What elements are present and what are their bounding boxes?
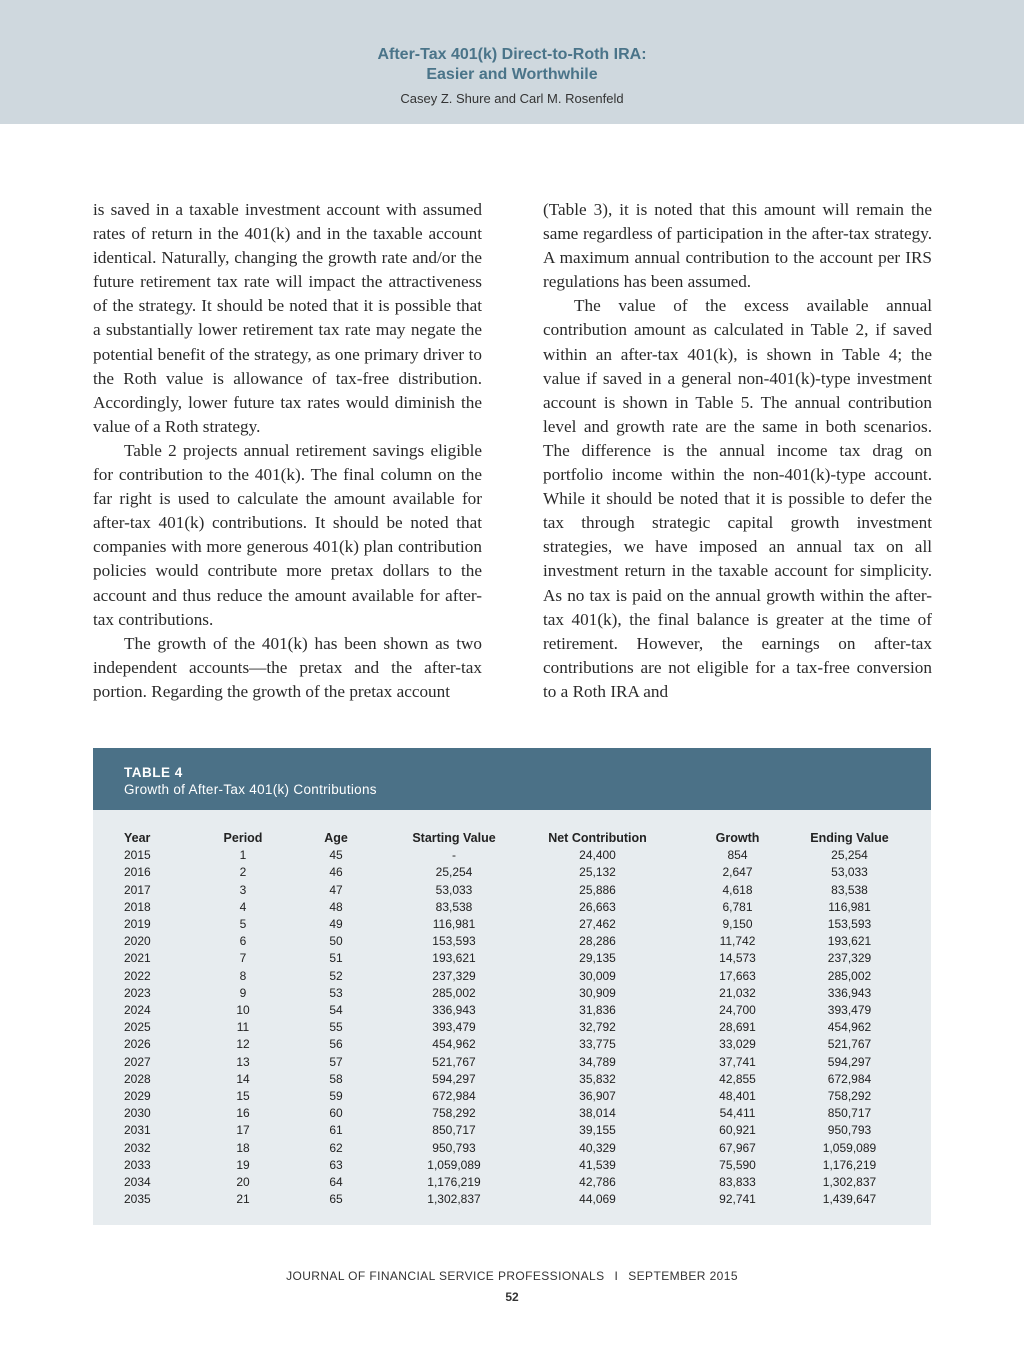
cell-age: 50 [329, 934, 343, 949]
table-header-band [93, 748, 931, 810]
table-row [93, 1140, 931, 1157]
cell-growth: 42,855 [719, 1071, 756, 1086]
cell-net-contribution: 28,286 [579, 934, 616, 949]
table-row [93, 1019, 931, 1036]
cell-period: 11 [236, 1020, 250, 1035]
cell-starting-value: 521,767 [432, 1054, 476, 1069]
cell-age: 56 [329, 1037, 343, 1052]
cell-period: 1 [239, 848, 247, 863]
cell-year: 2022 [124, 968, 151, 983]
cell-starting-value: 1,059,089 [427, 1157, 481, 1172]
cell-starting-value: 1,302,837 [427, 1192, 481, 1207]
cell-growth: 37,741 [719, 1054, 756, 1069]
cell-period: 13 [236, 1054, 250, 1069]
cell-period: 19 [236, 1157, 250, 1172]
cell-starting-value: 153,593 [432, 934, 476, 949]
cell-starting-value: 285,002 [432, 985, 476, 1000]
cell-year: 2017 [124, 882, 151, 897]
cell-period: 12 [236, 1037, 250, 1052]
cell-year: 2028 [124, 1071, 151, 1086]
cell-growth: 9,150 [722, 917, 753, 932]
table-row [93, 1088, 931, 1105]
cell-year: 2029 [124, 1089, 151, 1104]
cell-age: 51 [329, 951, 343, 966]
cell-period: 4 [239, 899, 247, 914]
cell-period: 20 [236, 1175, 250, 1190]
cell-growth: 2,647 [722, 865, 753, 880]
cell-year: 2019 [124, 917, 151, 932]
cell-age: 46 [329, 865, 343, 880]
cell-age: 52 [329, 968, 343, 983]
table-row [93, 1191, 931, 1208]
column-header-year: Year [124, 831, 151, 845]
table-row [93, 1122, 931, 1139]
cell-ending-value: 1,059,089 [822, 1140, 877, 1155]
cell-net-contribution: 38,014 [579, 1106, 616, 1121]
table-caption: Growth of After-Tax 401(k) Contributions [124, 782, 377, 797]
table-row [93, 1174, 931, 1191]
cell-net-contribution: 44,069 [579, 1192, 616, 1207]
cell-ending-value: 83,538 [831, 882, 868, 897]
cell-year: 2033 [124, 1157, 151, 1172]
cell-period: 17 [236, 1123, 250, 1138]
cell-starting-value: 850,717 [432, 1123, 476, 1138]
table-row [93, 1157, 931, 1174]
cell-age: 48 [329, 899, 343, 914]
cell-ending-value: 116,981 [828, 899, 871, 914]
cell-ending-value: 53,033 [831, 865, 868, 880]
cell-period: 14 [236, 1071, 250, 1086]
cell-growth: 48,401 [719, 1089, 756, 1104]
cell-ending-value: 153,593 [827, 917, 872, 932]
table-row [93, 1002, 931, 1019]
table-row [93, 933, 931, 950]
article-title-line2: Easier and Worthwhile [426, 66, 598, 83]
cell-ending-value: 850,717 [827, 1106, 872, 1121]
paragraph: is saved in a taxable investment account with assumed rates of return in the 401(k) and in the taxable account identical. Naturally, changing the growth rate and/or the future retirement tax rate will impact the attractiveness of the strategy. It should be noted that it is possible that a substantially lower retirement tax rate may negate the potential benefit of the strategy, as one primary driver to the Roth value is allowance of tax-free distribution. Accordingly, lower future tax rates would diminish the value of a Roth strategy. [93, 200, 482, 436]
cell-net-contribution: 29,135 [579, 951, 616, 966]
cell-period: 3 [239, 882, 247, 897]
cell-growth: 75,590 [719, 1157, 756, 1172]
cell-growth: 14,573 [719, 951, 756, 966]
cell-ending-value: 336,943 [827, 985, 872, 1000]
cell-year: 2027 [124, 1054, 151, 1069]
cell-age: 57 [329, 1054, 343, 1069]
cell-age: 60 [329, 1106, 343, 1121]
column-header-net-contribution: Net Contribution [548, 831, 647, 845]
cell-ending-value: 393,479 [827, 1003, 872, 1018]
cell-growth: 60,921 [719, 1123, 756, 1138]
table-label: TABLE 4 [124, 765, 183, 780]
cell-year: 2031 [124, 1123, 151, 1138]
cell-year: 2030 [124, 1106, 151, 1121]
cell-period: 2 [239, 865, 247, 880]
cell-growth: 83,833 [719, 1175, 756, 1190]
cell-net-contribution: 26,663 [579, 899, 616, 914]
cell-ending-value: 672,984 [827, 1071, 872, 1086]
cell-net-contribution: 24,400 [579, 848, 616, 863]
cell-age: 49 [329, 917, 343, 932]
column-header-ending-value: Ending Value [810, 831, 889, 845]
cell-year: 2020 [124, 934, 151, 949]
cell-starting-value: 454,962 [432, 1037, 476, 1052]
cell-ending-value: 25,254 [831, 848, 868, 863]
cell-ending-value: 950,793 [827, 1123, 872, 1138]
cell-starting-value: 53,033 [435, 882, 473, 897]
table-row [93, 1071, 931, 1088]
cell-period: 5 [239, 917, 247, 932]
table-row [93, 1105, 931, 1122]
cell-net-contribution: 36,907 [579, 1089, 616, 1104]
cell-age: 62 [329, 1140, 343, 1155]
cell-net-contribution: 32,792 [579, 1020, 616, 1035]
cell-starting-value: 594,297 [432, 1071, 476, 1086]
cell-age: 61 [329, 1123, 343, 1138]
cell-growth: 17,663 [719, 968, 756, 983]
table-row [93, 1036, 931, 1053]
column-header-growth: Growth [715, 831, 760, 845]
table-row [93, 899, 931, 916]
cell-starting-value: 25,254 [435, 865, 473, 880]
cell-year: 2018 [124, 899, 151, 914]
journal-name: JOURNAL OF FINANCIAL SERVICE PROFESSIONALS [286, 1269, 605, 1283]
table-header-row [93, 830, 931, 847]
article-title-line1: After-Tax 401(k) Direct-to-Roth IRA: [377, 46, 647, 63]
table-row [93, 950, 931, 967]
table-row [93, 1054, 931, 1071]
paragraph: The growth of the 401(k) has been shown as two independent accounts—the pretax and the after-tax portion. Regarding the growth of the pretax account [93, 633, 482, 701]
table-row [93, 882, 931, 899]
cell-age: 53 [329, 985, 343, 1000]
table-row [93, 864, 931, 881]
cell-starting-value: 1,176,219 [427, 1175, 481, 1190]
cell-starting-value: 83,538 [435, 899, 473, 914]
cell-period: 21 [236, 1192, 250, 1207]
cell-growth: 92,741 [719, 1192, 756, 1207]
cell-net-contribution: 30,909 [579, 985, 616, 1000]
cell-ending-value: 237,329 [827, 951, 872, 966]
cell-period: 9 [239, 985, 247, 1000]
cell-period: 15 [236, 1089, 250, 1104]
cell-year: 2023 [124, 985, 151, 1000]
cell-age: 47 [329, 882, 343, 897]
cell-period: 10 [236, 1003, 250, 1018]
cell-growth: 6,781 [722, 899, 753, 914]
cell-net-contribution: 25,886 [579, 882, 616, 897]
cell-starting-value: - [452, 848, 456, 863]
column-header-period: Period [223, 831, 263, 845]
cell-age: 54 [329, 1003, 343, 1018]
cell-growth: 33,029 [719, 1037, 756, 1052]
cell-year: 2034 [124, 1175, 151, 1190]
footer-separator: I [614, 1269, 619, 1283]
cell-starting-value: 393,479 [432, 1020, 476, 1035]
cell-year: 2021 [124, 951, 151, 966]
cell-starting-value: 193,621 [432, 951, 476, 966]
cell-age: 55 [329, 1020, 343, 1035]
cell-year: 2015 [124, 848, 151, 863]
cell-net-contribution: 41,539 [579, 1157, 616, 1172]
cell-period: 6 [239, 934, 247, 949]
cell-age: 58 [329, 1071, 343, 1086]
cell-growth: 4,618 [722, 882, 753, 897]
cell-ending-value: 193,621 [827, 934, 872, 949]
cell-ending-value: 594,297 [827, 1054, 872, 1069]
cell-ending-value: 758,292 [827, 1089, 872, 1104]
cell-growth: 11,742 [719, 934, 756, 949]
cell-net-contribution: 31,836 [579, 1003, 616, 1018]
cell-ending-value: 521,767 [827, 1037, 872, 1052]
column-header-age: Age [324, 831, 348, 845]
page-footer [0, 1269, 1024, 1283]
cell-age: 65 [329, 1192, 343, 1207]
body-column-right [543, 198, 932, 704]
cell-net-contribution: 42,786 [579, 1175, 616, 1190]
cell-age: 64 [329, 1175, 343, 1190]
cell-net-contribution: 27,462 [579, 917, 616, 932]
cell-ending-value: 1,176,219 [822, 1157, 877, 1172]
cell-ending-value: 285,002 [827, 968, 872, 983]
cell-net-contribution: 39,155 [579, 1123, 616, 1138]
cell-starting-value: 336,943 [432, 1003, 476, 1018]
cell-growth: 67,967 [719, 1140, 756, 1155]
cell-growth: 28,691 [719, 1020, 756, 1035]
cell-growth: 24,700 [719, 1003, 756, 1018]
cell-age: 45 [329, 848, 343, 863]
cell-growth: 54,411 [719, 1106, 756, 1121]
cell-ending-value: 454,962 [827, 1020, 872, 1035]
cell-age: 59 [329, 1089, 343, 1104]
cell-starting-value: 758,292 [432, 1106, 476, 1121]
cell-ending-value: 1,439,647 [822, 1192, 877, 1207]
article-authors: Casey Z. Shure and Carl M. Rosenfeld [400, 91, 624, 106]
paragraph: Table 2 projects annual retirement savings eligible for contribution to the 401(k). The final column on the far right is used to calculate the amount available for after-tax 401(k) contributions. It should be noted that companies with more generous 401(k) plan contribution policies would contribute more pretax dollars to the account and thus reduce the amount available for after-tax contributions. [93, 440, 482, 629]
cell-year: 2016 [124, 865, 151, 880]
cell-net-contribution: 34,789 [579, 1054, 616, 1069]
cell-age: 63 [329, 1157, 343, 1172]
cell-starting-value: 116,981 [432, 917, 476, 932]
body-column-left [93, 198, 482, 704]
cell-year: 2035 [124, 1192, 151, 1207]
table-row [93, 968, 931, 985]
cell-period: 18 [236, 1140, 250, 1155]
cell-year: 2024 [124, 1003, 151, 1018]
paragraph: The value of the excess available annual contribution amount as calculated in Table 2, if saved within an after-tax 401(k), is shown in Table 4; the value if saved in a general non-401(k)-type investment account is shown in Table 5. The annual contribution level and growth rate are the same in both scenarios. The difference is the annual income tax drag on portfolio income within the non-401(k)-type account. While it should be noted that it is possible to defer the tax through strategic capital growth investment strategies, we have imposed an annual tax on all investment return in the taxable account for simplicity. As no tax is paid on the annual growth within the after-tax 401(k), the final balance is greater at the time of retirement. However, the earnings on after-tax contributions are not eligible for a tax-free conversion to a Roth IRA and [543, 296, 932, 701]
cell-net-contribution: 33,775 [579, 1037, 616, 1052]
page-number: 52 [505, 1290, 519, 1304]
cell-period: 16 [236, 1106, 250, 1121]
table-row [93, 847, 931, 864]
cell-ending-value: 1,302,837 [822, 1175, 877, 1190]
cell-net-contribution: 35,832 [579, 1071, 616, 1086]
table-4 [93, 748, 931, 1225]
cell-year: 2026 [124, 1037, 151, 1052]
cell-year: 2032 [124, 1140, 151, 1155]
data-table [93, 830, 931, 1208]
cell-net-contribution: 40,329 [579, 1140, 616, 1155]
cell-starting-value: 950,793 [432, 1140, 476, 1155]
cell-net-contribution: 25,132 [579, 865, 616, 880]
table-row [93, 916, 931, 933]
cell-starting-value: 672,984 [432, 1089, 476, 1104]
cell-growth: 21,032 [719, 985, 756, 1000]
cell-starting-value: 237,329 [432, 968, 476, 983]
paragraph: (Table 3), it is noted that this amount will remain the same regardless of participation in the after-tax strategy. A maximum annual contribution to the account per IRS regulations has been assumed. [543, 200, 932, 292]
issue-date: SEPTEMBER 2015 [628, 1269, 738, 1283]
cell-growth: 854 [727, 848, 748, 863]
cell-net-contribution: 30,009 [579, 968, 616, 983]
cell-period: 7 [239, 951, 247, 966]
cell-year: 2025 [124, 1020, 151, 1035]
table-row [93, 985, 931, 1002]
page-header [0, 0, 1024, 124]
column-header-starting-value: Starting Value [412, 831, 496, 845]
cell-period: 8 [239, 968, 247, 983]
